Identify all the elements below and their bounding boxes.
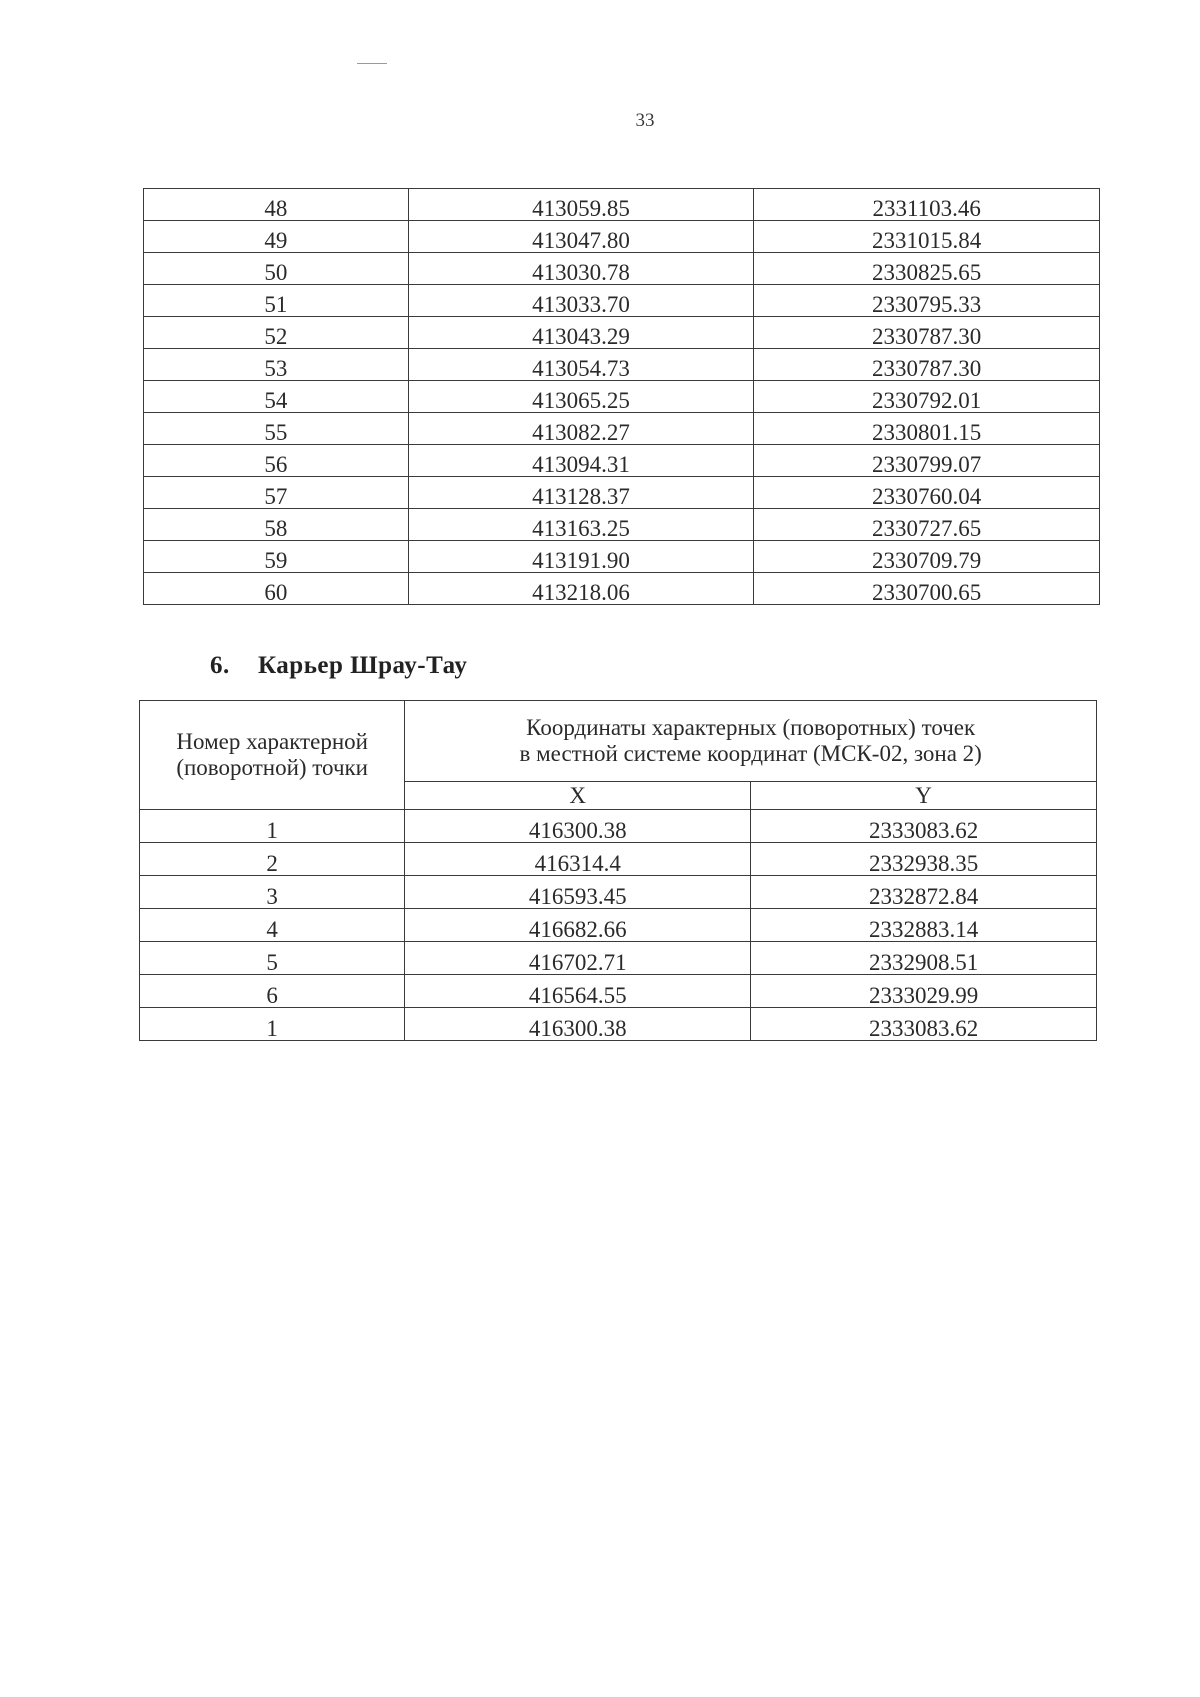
page-number: 33 <box>635 110 655 131</box>
table-row <box>144 509 1100 541</box>
table-row <box>144 285 1100 317</box>
header-x: X <box>405 782 751 810</box>
section-number: 6. <box>210 652 230 679</box>
section-heading <box>210 652 467 680</box>
table-row <box>144 413 1100 445</box>
header-coords-line1: Координаты характерных (поворотных) точек <box>526 714 976 740</box>
point-number-cell: 1 <box>140 810 405 843</box>
x-coordinate-cell: 413218.06 <box>408 573 754 605</box>
y-coordinate-cell: 2333083.62 <box>751 1008 1097 1041</box>
point-number-cell: 2 <box>140 843 405 876</box>
y-coordinate-cell: 2330700.65 <box>754 573 1100 605</box>
x-coordinate-cell: 416300.38 <box>405 810 751 843</box>
y-coordinate-cell: 2330787.30 <box>754 317 1100 349</box>
table-row <box>144 541 1100 573</box>
header-coordinates <box>405 701 1097 782</box>
y-coordinate-cell: 2331103.46 <box>754 189 1100 221</box>
point-number-cell: 58 <box>144 509 409 541</box>
x-coordinate-cell: 416593.45 <box>405 876 751 909</box>
table-row <box>140 843 1097 876</box>
y-coordinate-cell: 2330825.65 <box>754 253 1100 285</box>
point-number-cell: 4 <box>140 909 405 942</box>
point-number-cell: 48 <box>144 189 409 221</box>
x-coordinate-cell: 413059.85 <box>408 189 754 221</box>
point-number-cell: 6 <box>140 975 405 1008</box>
point-number-cell: 51 <box>144 285 409 317</box>
x-coordinate-cell: 416702.71 <box>405 942 751 975</box>
table-row <box>140 1008 1097 1041</box>
table-row <box>144 253 1100 285</box>
point-number-cell: 5 <box>140 942 405 975</box>
x-coordinate-cell: 413054.73 <box>408 349 754 381</box>
x-coordinate-cell: 416564.55 <box>405 975 751 1008</box>
scan-mark <box>357 63 387 64</box>
table-row <box>144 573 1100 605</box>
header-point-line2: (поворотной) точки <box>176 755 368 780</box>
x-coordinate-cell: 413030.78 <box>408 253 754 285</box>
header-y: Y <box>751 782 1097 810</box>
y-coordinate-cell: 2330760.04 <box>754 477 1100 509</box>
x-coordinate-cell: 413163.25 <box>408 509 754 541</box>
y-coordinate-cell: 2332872.84 <box>751 876 1097 909</box>
y-coordinate-cell: 2330727.65 <box>754 509 1100 541</box>
table-row <box>140 909 1097 942</box>
table-row <box>140 942 1097 975</box>
x-coordinate-cell: 413128.37 <box>408 477 754 509</box>
y-coordinate-cell: 2332938.35 <box>751 843 1097 876</box>
x-coordinate-cell: 413047.80 <box>408 221 754 253</box>
point-number-cell: 1 <box>140 1008 405 1041</box>
table-row <box>144 317 1100 349</box>
header-point-number <box>140 701 405 810</box>
table-row <box>144 221 1100 253</box>
point-number-cell: 49 <box>144 221 409 253</box>
y-coordinate-cell: 2332908.51 <box>751 942 1097 975</box>
y-coordinate-cell: 2330801.15 <box>754 413 1100 445</box>
y-coordinate-cell: 2330792.01 <box>754 381 1100 413</box>
point-number-cell: 56 <box>144 445 409 477</box>
y-coordinate-cell: 2333083.62 <box>751 810 1097 843</box>
x-coordinate-cell: 413065.25 <box>408 381 754 413</box>
table-row <box>140 810 1097 843</box>
table-row <box>144 349 1100 381</box>
y-coordinate-cell: 2330709.79 <box>754 541 1100 573</box>
x-coordinate-cell: 416300.38 <box>405 1008 751 1041</box>
point-number-cell: 53 <box>144 349 409 381</box>
x-coordinate-cell: 413043.29 <box>408 317 754 349</box>
table-body <box>140 810 1097 1041</box>
x-coordinate-cell: 413033.70 <box>408 285 754 317</box>
table-body <box>144 189 1100 605</box>
header-row <box>140 701 1097 782</box>
section-title: Карьер Шрау-Тау <box>258 652 468 679</box>
x-coordinate-cell: 413082.27 <box>408 413 754 445</box>
header-point-line1: Номер характерной <box>176 728 368 754</box>
point-number-cell: 52 <box>144 317 409 349</box>
table-row <box>140 876 1097 909</box>
point-number-cell: 60 <box>144 573 409 605</box>
table-header <box>140 701 1097 810</box>
point-number-cell: 50 <box>144 253 409 285</box>
point-number-cell: 54 <box>144 381 409 413</box>
header-coords-line2: в местной системе координат (МСК-02, зона 2) <box>519 741 982 766</box>
point-number-cell: 3 <box>140 876 405 909</box>
x-coordinate-cell: 416314.4 <box>405 843 751 876</box>
y-coordinate-cell: 2330795.33 <box>754 285 1100 317</box>
point-number-cell: 59 <box>144 541 409 573</box>
y-coordinate-cell: 2333029.99 <box>751 975 1097 1008</box>
coordinates-table-shrau-tau <box>139 700 1097 1041</box>
x-coordinate-cell: 413094.31 <box>408 445 754 477</box>
y-coordinate-cell: 2332883.14 <box>751 909 1097 942</box>
y-coordinate-cell: 2330787.30 <box>754 349 1100 381</box>
point-number-cell: 55 <box>144 413 409 445</box>
x-coordinate-cell: 413191.90 <box>408 541 754 573</box>
coordinates-table-continued <box>143 188 1100 605</box>
table-row <box>144 381 1100 413</box>
table-row <box>140 975 1097 1008</box>
y-coordinate-cell: 2330799.07 <box>754 445 1100 477</box>
table-row <box>144 189 1100 221</box>
table-row <box>144 477 1100 509</box>
point-number-cell: 57 <box>144 477 409 509</box>
table-row <box>144 445 1100 477</box>
x-coordinate-cell: 416682.66 <box>405 909 751 942</box>
y-coordinate-cell: 2331015.84 <box>754 221 1100 253</box>
